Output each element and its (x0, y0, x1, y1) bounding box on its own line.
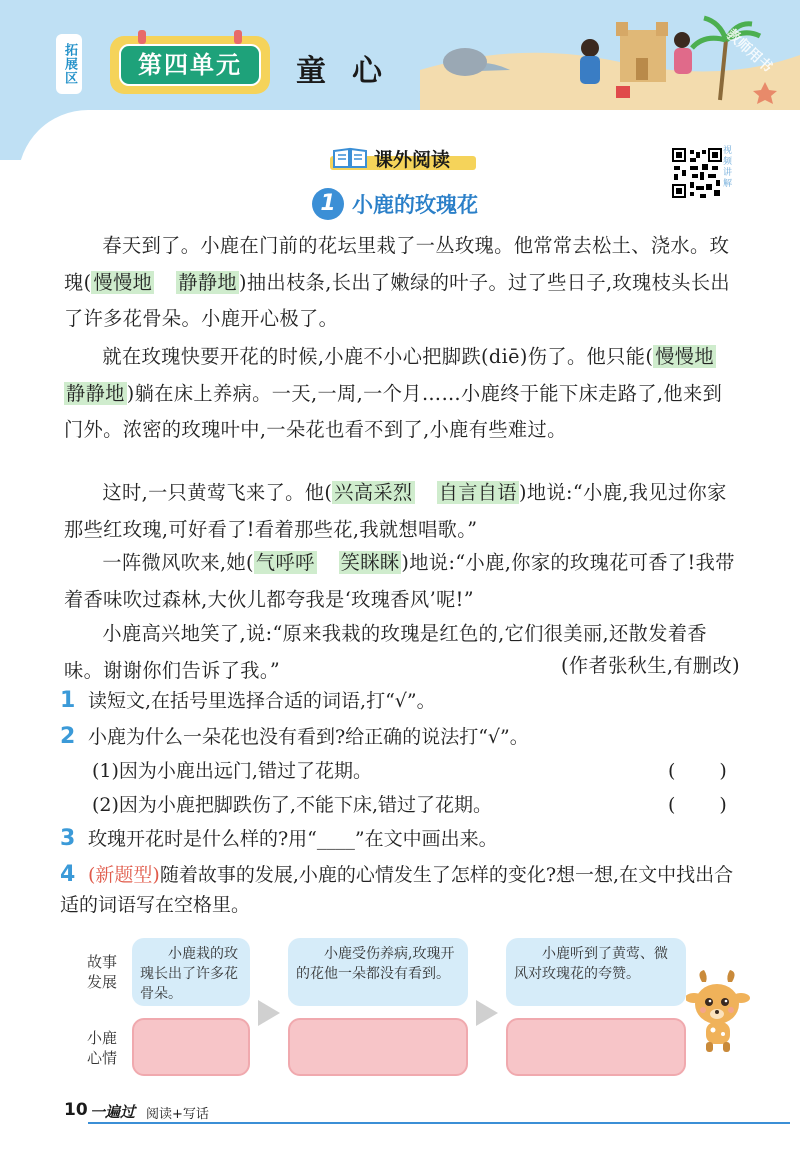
story-paragraph-3 (64, 475, 740, 548)
unit-badge (110, 36, 270, 94)
author-credit: (作者张秋生,有删改) (561, 654, 740, 677)
story-number-badge: 1 (312, 188, 344, 220)
new-question-tag: (新题型) (88, 864, 160, 886)
question-1 (60, 686, 750, 716)
question-text: 随着故事的发展,小鹿的心情发生了怎样的变化?想一想,在文中找出合适的词语写在空格里。 (60, 864, 734, 916)
paragraph-text: 就在玫瑰快要开花的时候,小鹿不小心把脚跌(diē)伤了。他只能( (102, 345, 654, 368)
book-subtitle: 阅读+写话 (146, 1107, 209, 1122)
stage-box-1: 小鹿栽的玫瑰长出了许多花骨朵。 (132, 938, 250, 1006)
paragraph-text: 春天到了。小鹿在门前的花坛里栽了一丛玫瑰。他常常去松土、浇水。玫瑰( (64, 234, 730, 294)
word-choice-option[interactable]: 慢慢地 (93, 270, 153, 294)
mood-answer-box-1[interactable] (132, 1018, 250, 1076)
question-2-option-2: (2)因为小鹿把脚跌伤了,不能下床,错过了花期。 (92, 794, 492, 816)
word-choice-option[interactable]: 静静地 (66, 381, 125, 405)
paragraph-text: )躺在床上养病。一天,一周,一个月……小鹿终于能下床走路了,他来到门外。浓密的玫瑰叶中,一朵花也看不到了,小鹿有些难过。 (64, 381, 723, 441)
word-choice-option[interactable]: 兴高采烈 (334, 481, 413, 504)
unit-label: 第四单元 (119, 44, 261, 86)
stage-box-2: 小鹿受伤养病,玫瑰开的花他一朵都没有看到。 (288, 938, 468, 1006)
question-text: 小鹿为什么一朵花也没有看到?给正确的说法打“√”。 (88, 726, 529, 748)
question-number: 2 (60, 724, 76, 749)
question-4 (60, 860, 750, 920)
badge-peg-left (138, 30, 146, 44)
unit-title: 童心 (296, 54, 408, 89)
story-title: 小鹿的玫瑰花 (352, 193, 478, 217)
qr-caption: 视频讲解 (723, 146, 733, 189)
arrow-icon (258, 1000, 280, 1026)
footer-divider (88, 1122, 790, 1124)
word-choice-option[interactable]: 气呼呼 (255, 551, 315, 574)
page-number: 10 (64, 1100, 88, 1120)
answer-bracket-1[interactable]: () (668, 760, 771, 782)
qr-code-icon[interactable] (672, 148, 722, 198)
mood-answer-box-3[interactable] (506, 1018, 686, 1076)
beach-illustration (420, 0, 800, 118)
word-choice-option[interactable]: 慢慢地 (655, 345, 714, 368)
word-choice-option[interactable]: 自言自语 (438, 481, 517, 504)
question-number: 4 (60, 862, 76, 887)
word-choice-option[interactable]: 静静地 (178, 270, 238, 294)
section-label: 课外阅读 (374, 149, 451, 171)
question-number: 1 (60, 688, 76, 713)
story-paragraph-1 (64, 228, 740, 338)
mood-answer-box-2[interactable] (288, 1018, 468, 1076)
answer-bracket-2[interactable]: () (668, 794, 771, 816)
question-text: 读短文,在括号里选择合适的词语,打“√”。 (88, 690, 436, 712)
paragraph-text: )抽出枝条,长出了嫩绿的叶子。过了些日子,玫瑰枝头长出了许多花骨朵。小鹿开心极了。 (64, 270, 730, 330)
deer-icon (686, 968, 756, 1054)
question-3 (60, 824, 750, 854)
question-2 (60, 722, 750, 752)
paragraph-text: 小鹿高兴地笑了,说:“原来我栽的玫瑰是红色的,它们很美丽,还散发着香味。谢谢你们告诉了我。” (64, 622, 707, 682)
paragraph-text: 一阵微风吹来,她( (102, 551, 254, 574)
section-side-tab: 拓展区 (56, 34, 82, 94)
paragraph-text: 这时,一只黄莺飞来了。他( (102, 481, 333, 504)
paragraph-text: )地说:“小鹿,我见过你家那些红玫瑰,可好看了!看着那些花,我就想唱歌。” (64, 481, 727, 541)
story-paragraph-4 (64, 545, 740, 618)
arrow-icon (476, 1000, 498, 1026)
book-icon (332, 147, 368, 169)
badge-peg-right (234, 30, 242, 44)
watermark: 教师用书 (722, 26, 776, 76)
mood-label: 小鹿心情 (86, 1029, 117, 1067)
question-2-option-1: (1)因为小鹿出远门,错过了花期。 (92, 760, 372, 782)
question-number: 3 (60, 826, 76, 851)
paragraph-text: )地说:“小鹿,你家的玫瑰花可香了!我带着香味吹过森林,大伙儿都夸我是‘玫瑰香风’呢!” (64, 551, 735, 611)
word-choice-option[interactable]: 笑眯眯 (340, 551, 400, 574)
story-development-label: 故事发展 (86, 953, 117, 991)
question-text: 玫瑰开花时是什么样的?用“____”在文中画出来。 (88, 828, 498, 850)
story-paragraph-2 (64, 339, 740, 449)
stage-box-3: 小鹿听到了黄莺、微风对玫瑰花的夸赞。 (506, 938, 686, 1006)
brand-logo: 一遍过 (90, 1103, 136, 1121)
